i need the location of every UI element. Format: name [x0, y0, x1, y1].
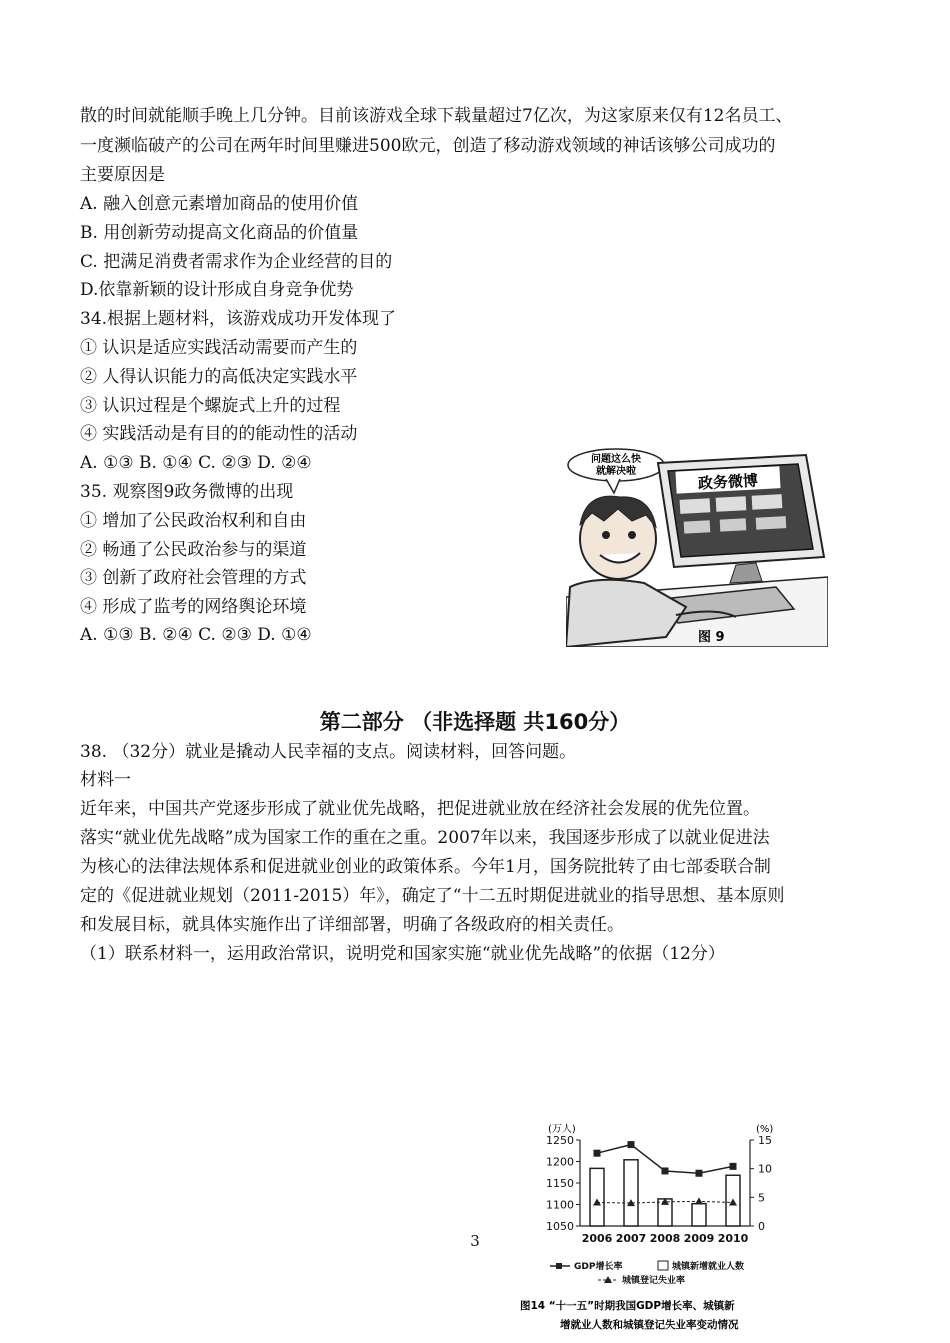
left-tick-label: 1050 — [546, 1220, 574, 1233]
legend-jobs-label: 城镇新增就业人数 — [672, 1262, 745, 1272]
question-38: 38. （32分）就业是撬动人民幸福的支点。阅读材料，回答问题。 — [80, 742, 577, 762]
right-tick-label: 15 — [758, 1134, 772, 1147]
right-tick-label: 5 — [758, 1191, 765, 1205]
point-gdp-growth — [628, 1141, 635, 1148]
right-axis-unit: (%) — [756, 1124, 774, 1135]
legend-gdp-label: GDP增长率 — [574, 1262, 623, 1272]
figure-14-chart — [518, 1118, 818, 1343]
section-title: 第二部分 （非选择题 共160分） — [319, 710, 631, 734]
category-label: 2007 — [615, 1232, 647, 1245]
bar-new-urban-jobs — [692, 1204, 706, 1226]
statement-1: ① 认识是适应实践活动需要而产生的 — [80, 338, 358, 358]
right-tick-label: 0 — [758, 1220, 765, 1233]
category-label: 2010 — [717, 1232, 749, 1245]
statement-4: ④ 形成了监考的网络舆论环境 — [80, 597, 307, 617]
screen-title: 政务微博 — [697, 471, 759, 493]
figure-9-cartoon — [566, 447, 828, 647]
speech-line-1: 问题这么快 — [591, 454, 641, 465]
paragraph-line: 落实“就业优先战略”成为国家工作的重在之重。2007年以来，我国逐步形成了以就业促进法 — [80, 828, 770, 848]
point-gdp-growth — [730, 1163, 737, 1170]
legend-unemployment-label: 城镇登记失业率 — [622, 1276, 686, 1286]
option-d: D.依靠新颖的设计形成自身竞争优势 — [80, 280, 354, 300]
statement-1: ① 增加了公民政治权利和自由 — [80, 511, 307, 531]
statement-4: ④ 实践活动是有目的的能动性的活动 — [80, 424, 358, 444]
point-gdp-growth — [696, 1170, 703, 1177]
question-34: 34.根据上题材料，该游戏成功开发体现了 — [80, 309, 397, 329]
paragraph-line: 和发展目标，就具体实施作出了详细部署，明确了各级政府的相关责任。 — [80, 915, 624, 935]
right-tick-label: 10 — [758, 1162, 772, 1176]
statement-3: ③ 创新了政府社会管理的方式 — [80, 568, 307, 588]
text-line: 散的时间就能顺手晚上几分钟。目前该游戏全球下载量超过7亿次，为这家原来仅有12名员工、 — [80, 106, 793, 126]
left-tick-label: 1150 — [546, 1177, 574, 1190]
bar-new-urban-jobs — [590, 1168, 604, 1226]
speech-line-2: 就解决啦 — [596, 466, 636, 477]
statement-2: ② 人得认识能力的高低决定实践水平 — [80, 367, 358, 387]
page-number: 3 — [470, 1232, 480, 1250]
statement-3: ③ 认识过程是个螺旋式上升的过程 — [80, 396, 341, 416]
legend-gdp-marker — [556, 1263, 562, 1269]
category-label: 2006 — [581, 1232, 613, 1245]
option-a: A. 融入创意元素增加商品的使用价值 — [80, 194, 359, 214]
point-gdp-growth — [662, 1167, 669, 1174]
left-tick-label: 1100 — [546, 1198, 574, 1212]
legend-jobs-marker — [658, 1261, 668, 1270]
left-tick-label: 1200 — [546, 1155, 574, 1169]
bar-new-urban-jobs — [624, 1160, 638, 1226]
option-b: B. 用创新劳动提高文化商品的价值量 — [80, 223, 359, 243]
question-35: 35. 观察图9政务微博的出现 — [80, 482, 294, 502]
chart-caption-line-2: 增就业人数和城镇登记失业率变动情况 — [560, 1319, 739, 1331]
category-label: 2009 — [683, 1232, 715, 1245]
category-label: 2008 — [649, 1232, 681, 1245]
paragraph-line: 定的《促进就业规划（2011-2015）年》，确定了“十二五时期促进就业的指导思想、基本原则 — [80, 886, 785, 906]
paragraph-line: 为核心的法律法规体系和促进就业创业的政策体系。今年1月，国务院批转了由七部委联合制 — [80, 857, 771, 877]
option-c: C. 把满足消费者需求作为企业经营的目的 — [80, 252, 393, 272]
left-axis-unit: (万人) — [548, 1124, 576, 1135]
point-unemployment — [695, 1197, 703, 1204]
text-line: 主要原因是 — [80, 165, 165, 185]
answer-options-35: A. ①③ B. ②④ C. ②③ D. ①④ — [80, 625, 312, 645]
figure-caption: 图 9 — [698, 630, 725, 645]
paragraph-line: 近年来，中国共产党逐步形成了就业优先战略，把促进就业放在经济社会发展的优先位置。 — [80, 799, 760, 819]
answer-options-34: A. ①③ B. ①④ C. ②③ D. ②④ — [80, 453, 312, 473]
statement-2: ② 畅通了公民政治参与的渠道 — [80, 540, 307, 560]
text-line: 一度濒临破产的公司在两年时间里赚进500欧元，创造了移动游戏领域的神话该够公司成功的 — [80, 136, 776, 156]
left-tick-label: 1250 — [546, 1134, 574, 1147]
chart-caption-line-1: 图14 “十一五”时期我国GDP增长率、城镇新 — [520, 1300, 735, 1312]
point-gdp-growth — [594, 1150, 601, 1157]
sub-question-1: （1）联系材料一，运用政治常识，说明党和国家实施“就业优先战略”的依据（12分） — [80, 944, 725, 964]
material-label: 材料一 — [80, 770, 131, 790]
